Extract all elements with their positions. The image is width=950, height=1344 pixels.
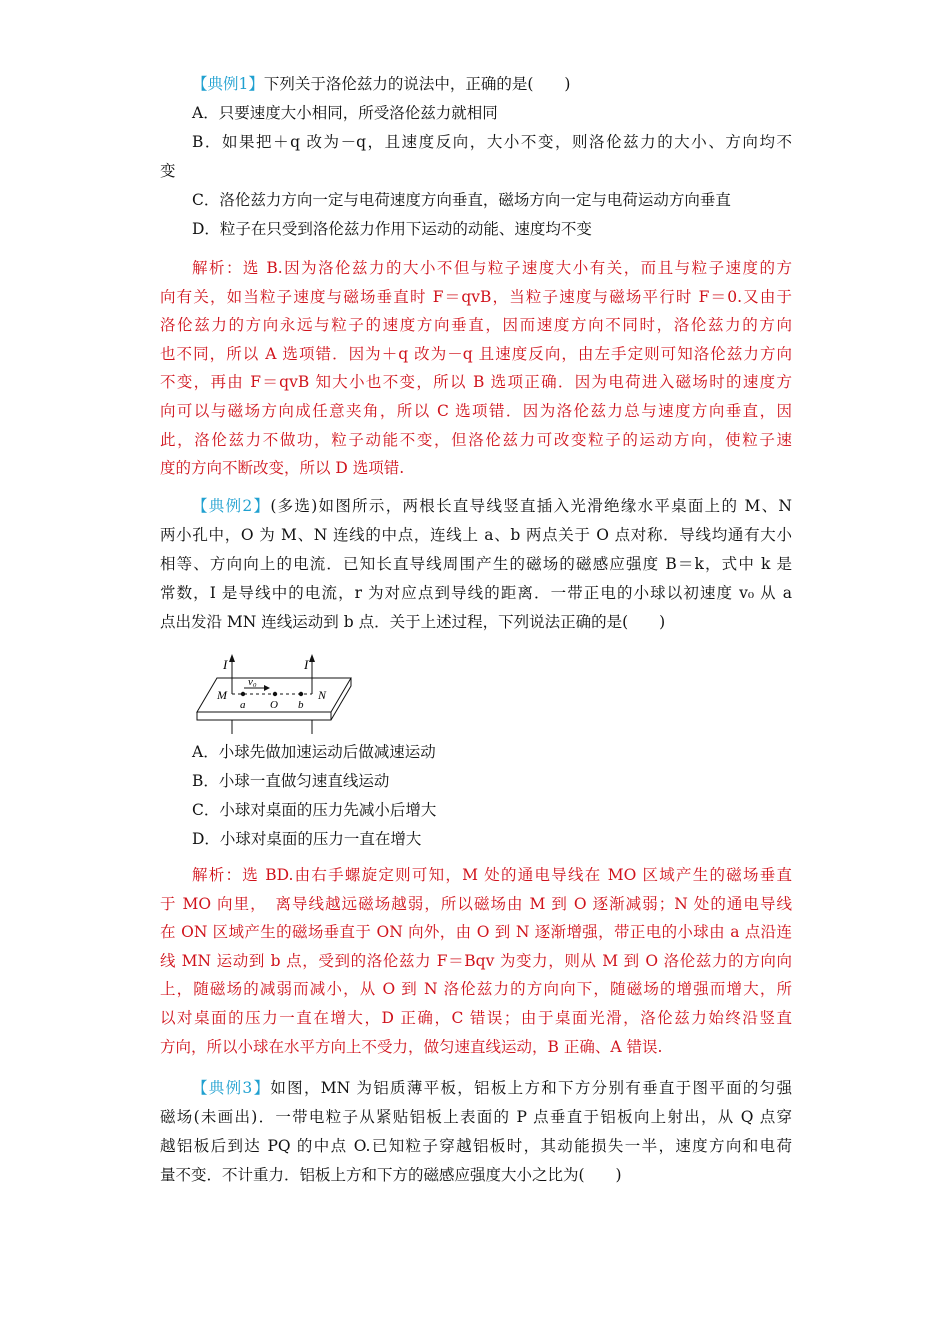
question-line: 越铝板后到达 PQ 的中点 O.已知粒子穿越铝板时，其动能损失一半，速度方向和电荷 [160,1137,792,1155]
example-2-options [160,738,792,854]
analysis-line: 度的方向不断改变，所以 D 选项错. [160,459,405,478]
example-1-option-c: C．洛伦兹力方向一定与电荷速度方向垂直，磁场方向一定与电荷运动方向垂直 [192,191,731,209]
label-i-right: I [304,657,309,672]
example-2-option-c: C．小球对桌面的压力先减小后增大 [192,801,437,819]
example-2-analysis [160,861,792,1061]
analysis-line: 解析：选 BD.由右手螺旋定则可知，M 处的通电导线在 MO 区域产生的磁场垂直 [192,866,792,884]
analysis-line: 在 ON 区域产生的磁场垂直于 ON 向外，由 O 到 N 逐渐增强，带正电的小球由 a 点沿连 [160,923,792,942]
point-a [241,692,245,696]
analysis-line: 洛伦兹力的方向永远与粒子的速度方向垂直，因而速度方向不同时，洛伦兹力的方向 [160,316,792,335]
analysis-line: 向有关，如当粒子速度与磁场垂直时 F＝qvB，当粒子速度与磁场平行时 F＝0.又由于 [160,287,792,306]
label-a: a [240,699,246,711]
question-line: 磁场(未画出)．一带电粒子从紧贴铝板上表面的 P 点垂直于铝板向上射出，从 Q 点穿 [160,1108,792,1126]
point-o [273,692,277,696]
analysis-line: 线 MN 运动到 b 点，受到的洛伦兹力 F＝Bqv 为变力，则从 M 到 O 洛伦兹力的方向向 [160,951,792,970]
example-1-question [160,70,792,244]
example-2-option-b: B．小球一直做匀速直线运动 [192,772,390,790]
label-o: O [270,699,278,711]
analysis-line: 此，洛伦兹力不做功，粒子动能不变，但洛伦兹力可改变粒子的运动方向，使粒子速 [160,430,792,449]
analysis-line: 解析：选 B.因为洛伦兹力的大小不但与粒子速度大小有关，而且与粒子速度的方 [192,259,792,277]
label-m: M [217,688,227,702]
analysis-line: 不变，再由 F＝qvB 知大小也不变，所以 B 选项正确．因为电荷进入磁场时的速度方 [160,373,792,392]
example-3-question [160,1074,792,1190]
question-line: 相等、方向向上的电流．已知长直导线周围产生的磁场的磁感应强度 B＝k，式中 k 是 [160,555,792,573]
question-line: 两小孔中，O 为 M、N 连线的中点，连线上 a、b 两点关于 O 点对称．导线均通有大小 [160,526,792,544]
label-v0: v₀ [248,676,257,688]
example-1-option-d: D．粒子在只受到洛伦兹力作用下运动的动能、速度均不变 [192,220,592,238]
example-1-stem: 【典例1】下列关于洛伦兹力的说法中，正确的是( ) [192,75,571,93]
example-1-analysis [160,254,792,483]
current-arrow-left [229,654,235,662]
example-2-stem: 【典例2】(多选)如图所示，两根长直导线竖直插入光滑绝缘水平桌面上的 M、N [192,497,792,515]
question-line: 量不变．不计重力．铝板上方和下方的磁感应强度大小之比为( ) [160,1166,622,1184]
example-2-option-d: D．小球对桌面的压力一直在增大 [192,830,422,848]
analysis-line: 以对桌面的压力一直在增大，D 正确，C 错误；由于桌面光滑，洛伦兹力始终沿竖直 [160,1008,792,1027]
analysis-line: 也不同，所以 A 选项错．因为＋q 改为－q 且速度反向，由左手定则可知洛伦兹力方向 [160,344,792,363]
analysis-line: 方向，所以小球在水平方向上不受力，做匀速直线运动，B 正确、A 错误. [160,1037,663,1056]
example-3-stem: 【典例3】如图，MN 为铝质薄平板，铝板上方和下方分别有垂直于图平面的匀强 [192,1079,792,1097]
label-n: N [318,688,327,702]
example-3-tag: 【典例3】 [192,1079,271,1097]
analysis-line: 上，随磁场的减弱而减小，从 O 到 N 洛伦兹力的方向向下，随磁场的增强而增大，所 [160,980,792,999]
point-b [299,692,303,696]
example-1-tag: 【典例1】 [192,75,264,93]
example-1-option-b: B．如果把＋q 改为－q，且速度反向，大小不变，则洛伦兹力的大小、方向均不 [192,133,792,151]
label-b: b [298,699,304,711]
example-2-question [160,492,792,637]
example-2-option-a: A．小球先做加速运动后做减速运动 [192,743,436,761]
wires-on-table-figure [190,652,360,736]
example-1-option-a: A．只要速度大小相同，所受洛伦兹力就相同 [192,104,498,122]
label-i-left: I [223,657,228,672]
analysis-line: 于 MO 向里， 离导线越远磁场越弱，所以磁场由 M 到 O 逐渐减弱；N 处的通电导线 [160,894,792,913]
current-arrow-right [309,654,315,662]
example-2-tag: 【典例2】 [192,497,271,515]
question-line: 常数，I 是导线中的电流，r 为对应点到导线的距离．一带正电的小球以初速度 v₀ 从 a [160,584,792,602]
analysis-line: 向可以与磁场方向成任意夹角，所以 C 选项错．因为洛伦兹力总与速度方向垂直，因 [160,401,792,420]
question-line: 点出发沿 MN 连线运动到 b 点．关于上述过程，下列说法正确的是( ) [160,613,666,631]
example-1-option-b-cont: 变 [160,162,176,180]
